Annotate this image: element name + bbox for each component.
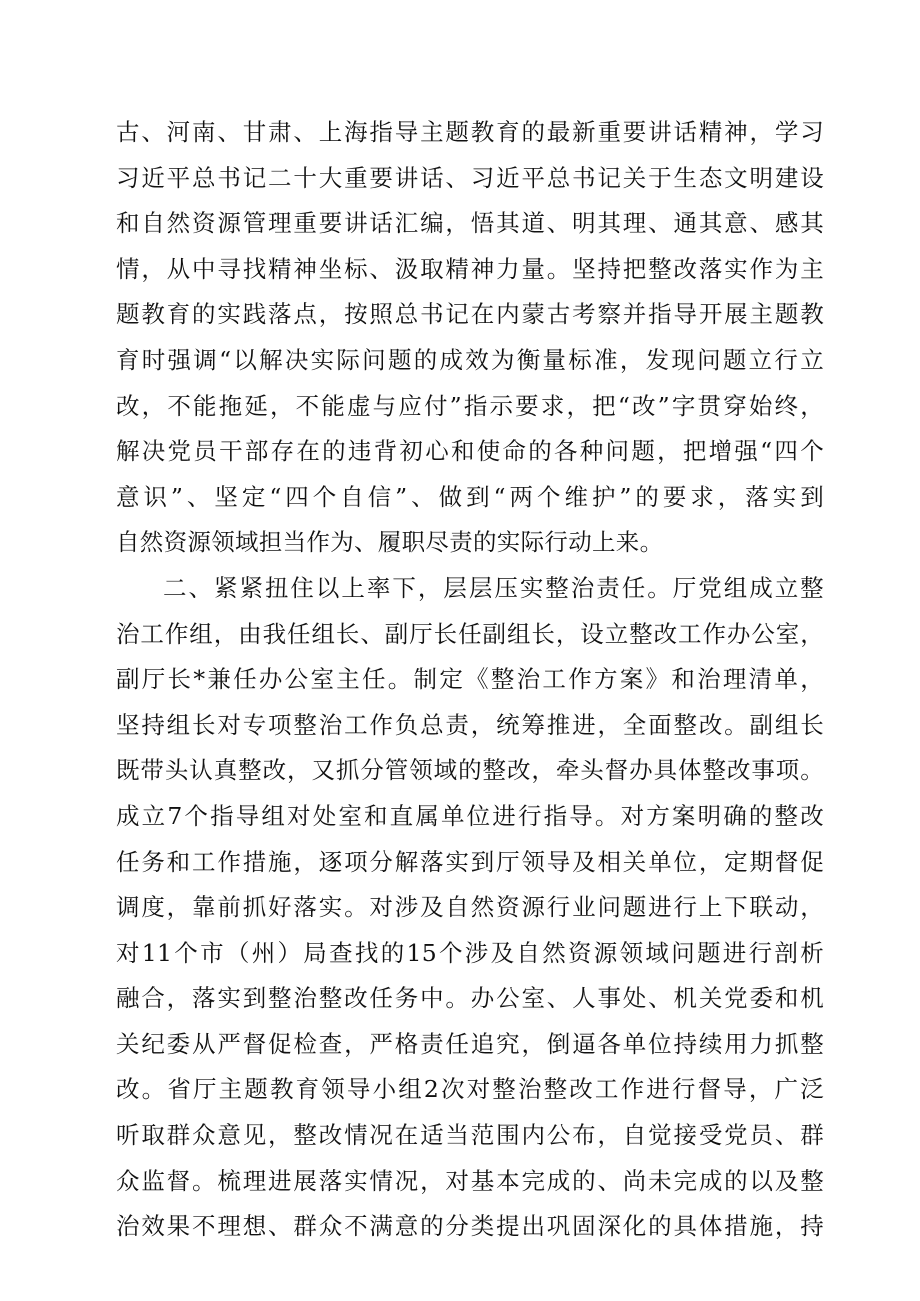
text-line: 治工作组，由我任组长、副厅长任副组长，设立整改工作办公室， [116,619,824,648]
text-line: 解决党员干部存在的违背初心和使命的各种问题，把增强“四个 [116,437,824,466]
text-line: 改。省厅主题教育领导小组2次对整治整改工作进行督导，广泛 [116,1075,824,1104]
paragraph-first-line: 二、紧紧扭住以上率下，层层压实整治责任。厅党组成立整 [163,573,824,602]
text-line: 调度，靠前抓好落实。对涉及自然资源行业问题进行上下联动， [116,893,824,922]
text-line: 古、河南、甘肃、上海指导主题教育的最新重要讲话精神，学习 [116,118,824,146]
text-line: 题教育的实践落点，按照总书记在内蒙古考察并指导开展主题教 [116,300,824,329]
text-line: 治效果不理想、群众不满意的分类提出巩固深化的具体措施，持 [116,1212,824,1241]
text-line: 众监督。梳理进展落实情况，对基本完成的、尚未完成的以及整 [116,1166,824,1195]
body-text [116,110,824,1250]
text-line: 听取群众意见，整改情况在适当范围内公布，自觉接受党员、群 [116,1121,824,1150]
text-line: 既带头认真整改，又抓分管领域的整改，牵头督办具体整改事项。 [116,756,824,785]
paragraph-end-line: 自然资源领域担当作为、履职尽责的实际行动上来。 [116,528,664,557]
text-line: 习近平总书记二十大重要讲话、习近平总书记关于生态文明建设 [116,163,824,192]
text-line: 关纪委从严督促检查，严格责任追究，倒逼各单位持续用力抓整 [116,1029,824,1058]
text-line: 改，不能拖延，不能虚与应付”指示要求，把“改”字贯穿始终， [116,391,824,420]
text-line: 副厅长*兼任办公室主任。制定《整治工作方案》和治理清单， [116,665,824,694]
text-line: 融合，落实到整治整改任务中。办公室、人事处、机关党委和机 [116,984,824,1013]
text-line: 成立7个指导组对处室和直属单位进行指导。对方案明确的整改 [116,801,824,830]
text-line: 育时强调“以解决实际问题的成效为衡量标准，发现问题立行立 [116,345,824,374]
text-line: 意识”、坚定“四个自信”、做到“两个维护”的要求，落实到 [116,482,824,511]
text-line: 任务和工作措施，逐项分解落实到厅领导及相关单位，定期督促 [116,847,824,876]
text-line: 情，从中寻找精神坐标、汲取精神力量。坚持把整改落实作为主 [116,254,824,283]
text-line: 对11个市（州）局查找的15个涉及自然资源领域问题进行剖析 [116,938,824,967]
text-line: 坚持组长对专项整治工作负总责，统筹推进，全面整改。副组长 [116,710,824,739]
text-line: 和自然资源管理重要讲话汇编，悟其道、明其理、通其意、感其 [116,209,824,238]
